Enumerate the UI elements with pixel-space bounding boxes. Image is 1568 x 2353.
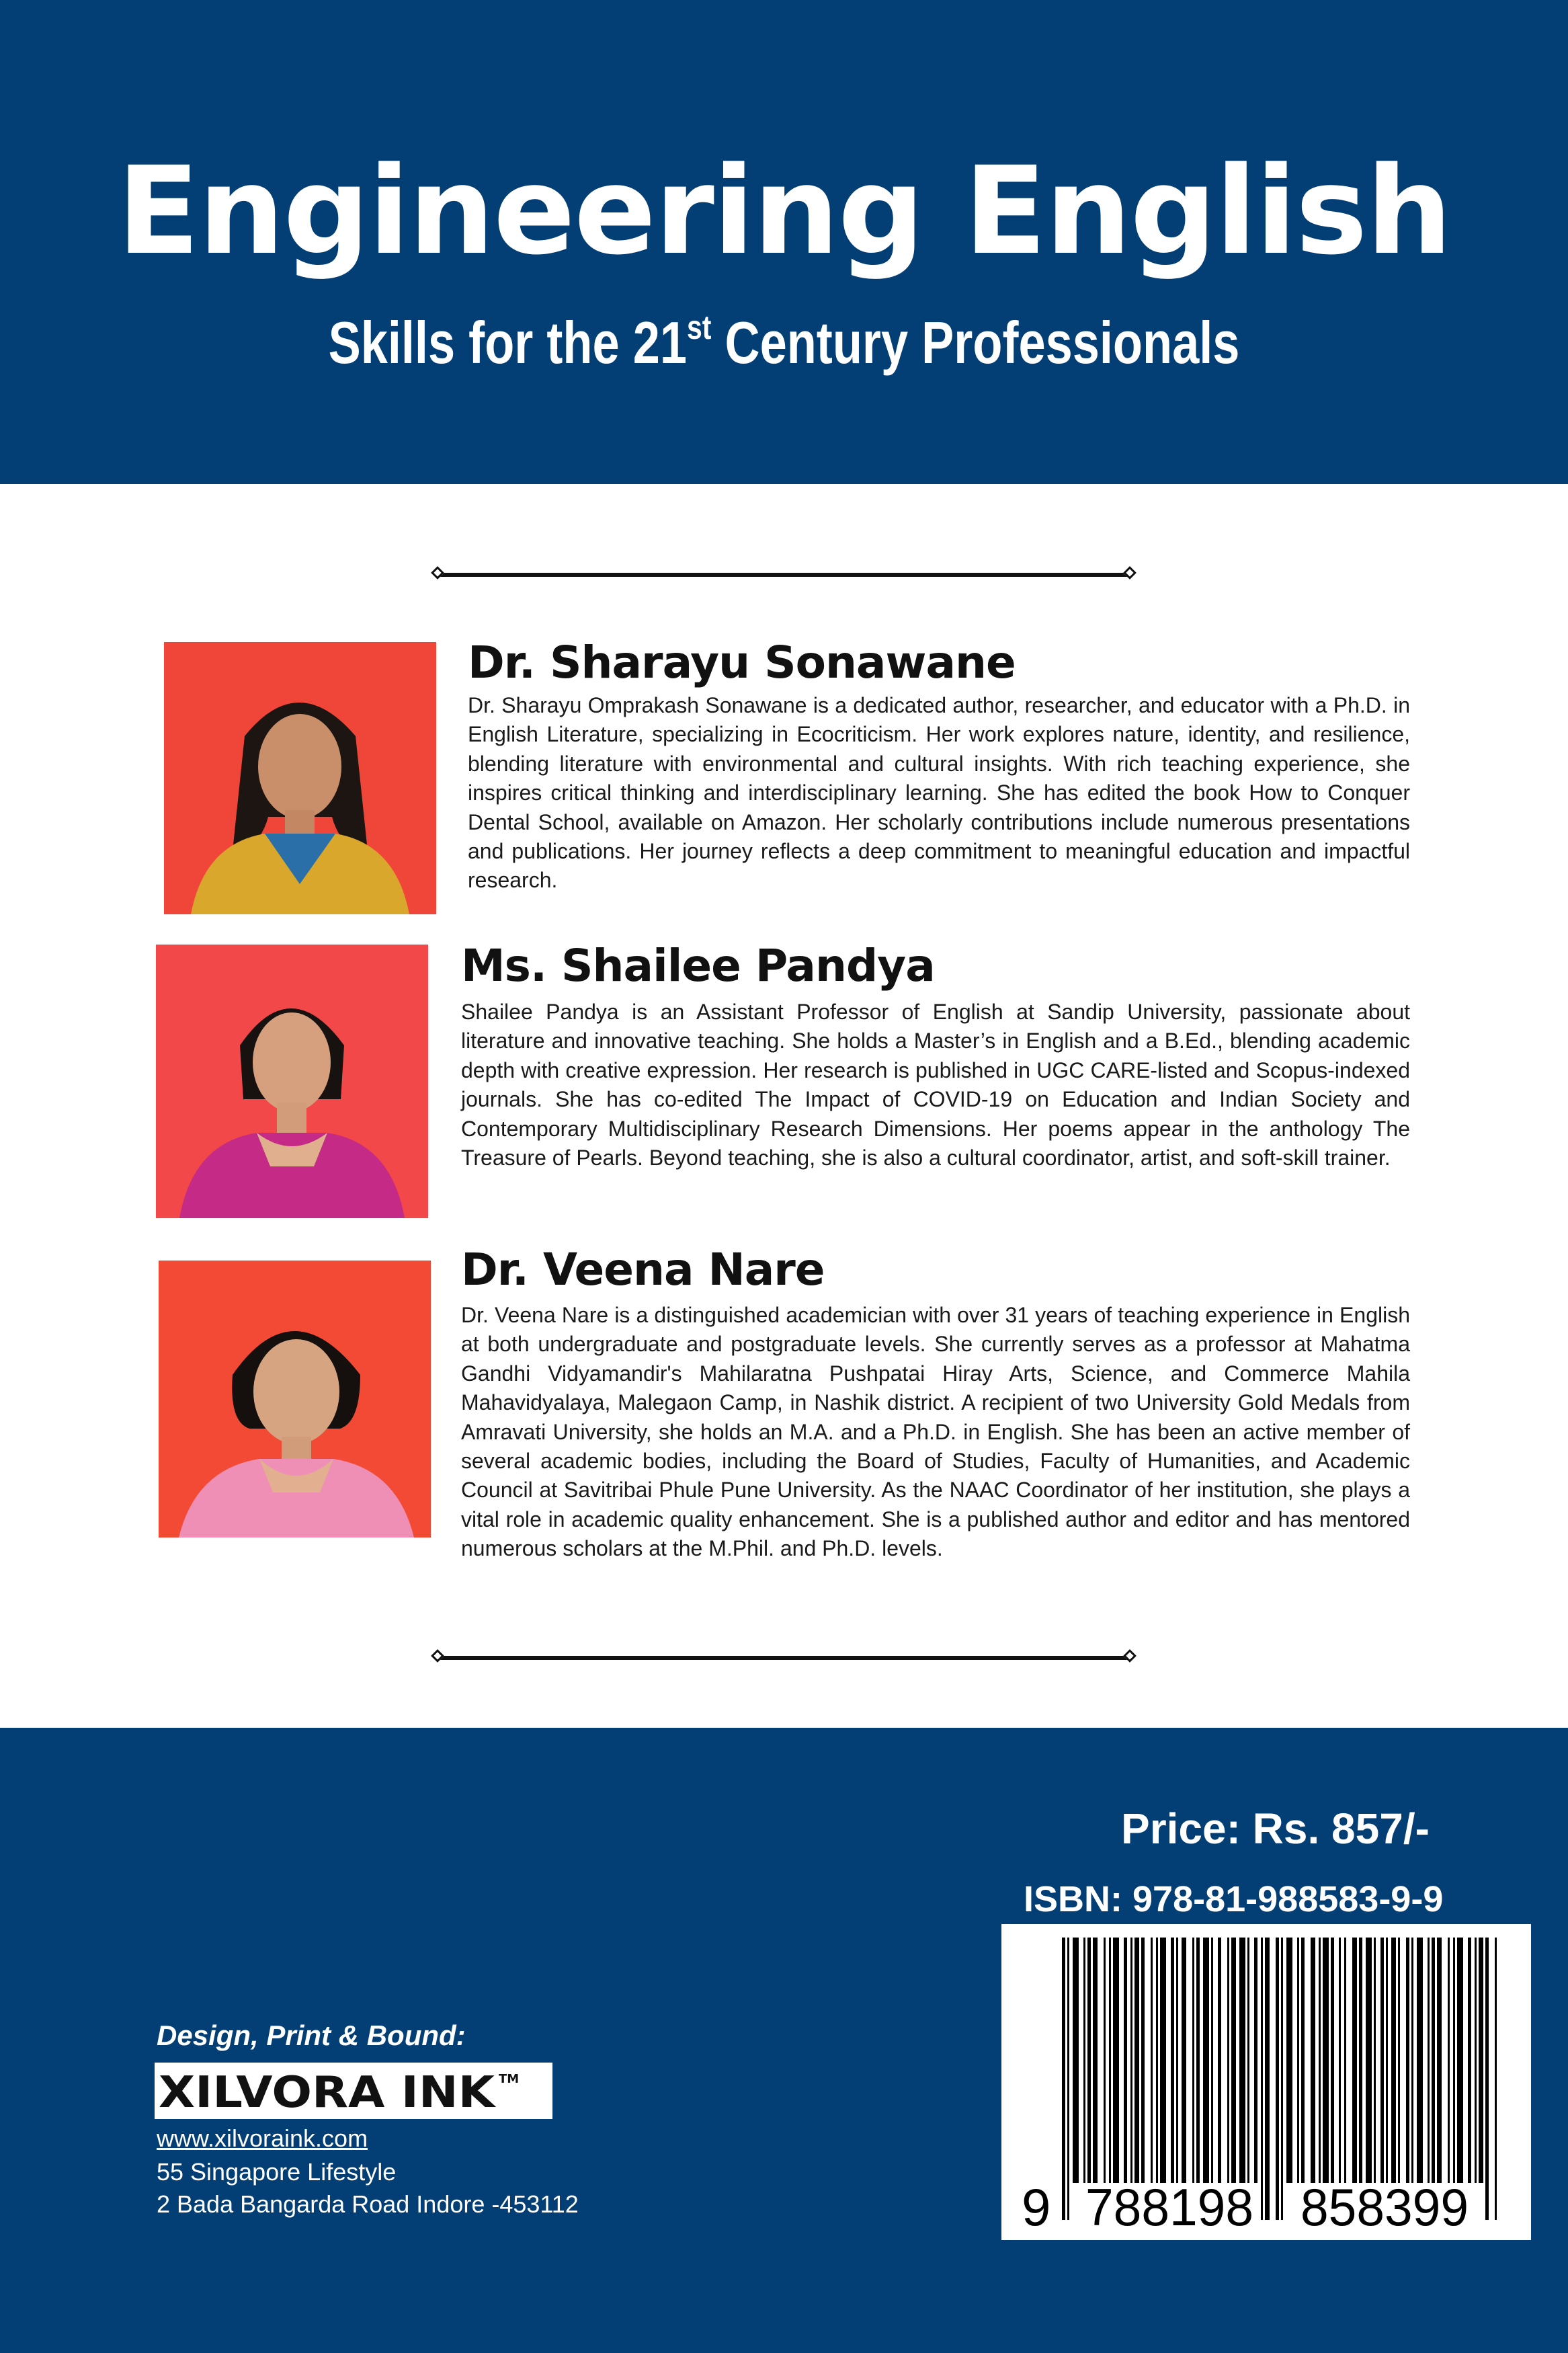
barcode-bar — [1124, 1938, 1127, 2183]
author-photo-sharayu — [164, 642, 436, 914]
author-photo-veena — [159, 1261, 431, 1538]
divider-right-diamond-icon — [1123, 1649, 1137, 1663]
publisher-website-link[interactable]: www.xilvoraink.com — [157, 2124, 368, 2152]
barcode-bar — [1239, 1938, 1245, 2183]
barcode-bar — [1113, 1938, 1119, 2183]
barcode-bar — [1247, 1938, 1249, 2183]
barcode-bar — [1211, 1938, 1213, 2183]
price-label: Price: Rs. 857/- — [1121, 1804, 1430, 1853]
barcode-bar — [1374, 1938, 1376, 2183]
barcode-bar — [1192, 1938, 1194, 2183]
author-bio-shailee: Shailee Pandya is an Assistant Professor of English at Sandip University, passionate about literature and innovative teaching. She holds a Master’s in English and a B.Ed., blending academic depth with creative expression. Her research is published in UGC CARE-listed and Scopus-indexed journals. She has co-edited The Impact of COVID-19 on Education and Indian Society and Contemporary Multidisciplinary Research Dimensions. Her poems appear in the anthology The Treasure of Pearls. Beyond teaching, she is also a cultural coordinator, artist, and soft-skill trainer. — [461, 1000, 1410, 1170]
barcode-bar — [1417, 1938, 1423, 2183]
barcode-bar — [1468, 1938, 1471, 2183]
subtitle-prefix: Skills for the 21 — [328, 309, 687, 376]
barcode-bar — [1087, 1938, 1091, 2183]
barcode-bar — [1093, 1938, 1098, 2183]
publisher-logo — [155, 2063, 552, 2119]
publisher-logo-text: XILVORA INK — [159, 2068, 497, 2118]
barcode-bar — [1344, 1938, 1346, 2183]
author-name-sharayu: Dr. Sharayu Sonawane — [468, 637, 1016, 688]
barcode-bar — [1141, 1938, 1145, 2183]
barcode-bar — [1062, 1938, 1065, 2220]
barcode-bar — [1366, 1938, 1372, 2183]
barcode-bar — [1109, 1938, 1111, 2183]
top-divider — [438, 573, 1129, 577]
barcode-bar — [1231, 1938, 1236, 2183]
author-photo-shailee — [156, 945, 428, 1218]
barcode-first-digit: 9 — [1022, 2178, 1051, 2237]
barcode-bar — [1448, 1938, 1450, 2183]
barcode-bar — [1196, 1938, 1200, 2183]
barcode-bar — [1067, 1938, 1069, 2220]
barcode-left-digits: 788198 — [1085, 2178, 1253, 2237]
barcode-bar — [1428, 1938, 1430, 2183]
design-print-bound-label: Design, Print & Bound: — [157, 2020, 466, 2051]
barcode-bar — [1281, 1938, 1283, 2220]
book-title: Engineering English — [117, 141, 1451, 282]
barcode-bar — [1276, 1938, 1279, 2220]
barcode-bar — [1182, 1938, 1186, 2183]
isbn-barcode — [1001, 1924, 1531, 2240]
barcode-bar — [1130, 1938, 1132, 2183]
barcode-bar — [1319, 1938, 1321, 2183]
barcode-bar — [1437, 1938, 1442, 2183]
author-bio-sharayu: Dr. Sharayu Omprakash Sonawane is a dedicated author, researcher, and educator with a Ph.D. in English Literature, specializing in Ecocriticism. Her work explores nature, identity, and resilience, blending literature with environmental and cultural insights. With rich teaching experience, she inspires critical thinking and interdisciplinary learning. She has edited the book How to Conquer Dental School, available on Amazon. Her scholarly contributions include numerous presentations and publications. Her journey reflects a deep commitment to meaningful education and impactful research. — [468, 693, 1410, 893]
barcode-bar — [1398, 1938, 1400, 2183]
barcode-bar — [1495, 1938, 1497, 2220]
barcode-bar — [1083, 1938, 1085, 2183]
barcode-bar — [1261, 1938, 1263, 2220]
book-subtitle — [141, 306, 1427, 380]
barcode-bar — [1391, 1938, 1396, 2183]
barcode-bar — [1301, 1938, 1305, 2183]
barcode-bar — [1331, 1938, 1334, 2183]
divider-left-diamond-icon — [431, 566, 444, 580]
barcode-bar — [1171, 1938, 1174, 2183]
barcode-bar — [1323, 1938, 1329, 2183]
barcode-bar — [1485, 1938, 1489, 2220]
barcode-bar — [1386, 1938, 1388, 2183]
barcode-bar — [1176, 1938, 1178, 2183]
barcode-bar — [1359, 1938, 1362, 2183]
barcode-bar — [1073, 1938, 1079, 2183]
barcode-bar — [1218, 1938, 1221, 2183]
barcode-bar — [1380, 1938, 1384, 2183]
barcode-bar — [1160, 1938, 1166, 2183]
barcode-bar — [1104, 1938, 1106, 2183]
barcode-bar — [1352, 1938, 1357, 2183]
author-bio-veena: Dr. Veena Nare is a distinguished academician with over 31 years of teaching experience in English at both undergraduate and postgraduate levels. She currently serves as a professor at Mahatma Gandhi Vidyamandir's Mahilaratna Pushpatai Hiray Arts, Science, and Commerce Mahila Mahavidyalaya, Malegaon Camp, in Nashik district. A recipient of two University Gold Medals from Amravati University, she holds an M.A. and a Ph.D. in English. She has been an active member of several academic bodies, including the Board of Studies, Faculty of Humanities, and Academic Council at Savitribai Phule Pune University. As the NAAC Coordinator of her institution, she plays a vital role in academic quality enhancement. She is a published author and editor and has mentored numerous scholars at the M.Phil. and Ph.D. levels. — [461, 1303, 1410, 1561]
barcode-bar — [1432, 1938, 1435, 2183]
barcode-bar — [1457, 1938, 1463, 2183]
barcode-bar — [1227, 1938, 1229, 2183]
divider-right-diamond-icon — [1123, 566, 1137, 580]
barcode-bar — [1286, 1938, 1292, 2183]
publisher-address-line2: 2 Bada Bangarda Road Indore -453112 — [157, 2190, 579, 2218]
barcode-bar — [1203, 1938, 1209, 2183]
barcode-bar — [1311, 1938, 1315, 2183]
author-name-veena: Dr. Veena Nare — [461, 1244, 825, 1295]
barcode-bar — [1406, 1938, 1409, 2183]
divider-left-diamond-icon — [431, 1649, 444, 1663]
author-name-shailee: Ms. Shailee Pandya — [461, 940, 935, 992]
barcode-bar — [1297, 1938, 1299, 2183]
barcode-bar — [1134, 1938, 1139, 2183]
barcode-bar — [1475, 1938, 1477, 2183]
publisher-address-line1: 55 Singapore Lifestyle — [157, 2158, 397, 2186]
barcode-bar — [1156, 1938, 1158, 2183]
barcode-bar — [1339, 1938, 1341, 2183]
portrait-icon — [164, 642, 436, 914]
portrait-icon — [159, 1261, 431, 1538]
bottom-divider — [438, 1656, 1129, 1660]
barcode-bar — [1151, 1938, 1153, 2183]
isbn-label: ISBN: 978-81-988583-9-9 — [1024, 1879, 1444, 1919]
subtitle-superscript: st — [686, 309, 712, 346]
portrait-icon — [156, 945, 428, 1218]
barcode-right-digits: 858399 — [1301, 2178, 1469, 2237]
publisher-logo-tm: TM — [499, 2072, 520, 2086]
barcode-bar — [1254, 1938, 1257, 2183]
subtitle-suffix: Century Professionals — [711, 309, 1240, 376]
barcode-bar — [1453, 1938, 1455, 2183]
barcode-bar — [1411, 1938, 1413, 2183]
barcode-bar — [1479, 1938, 1483, 2183]
barcode-bar — [1265, 1938, 1270, 2220]
